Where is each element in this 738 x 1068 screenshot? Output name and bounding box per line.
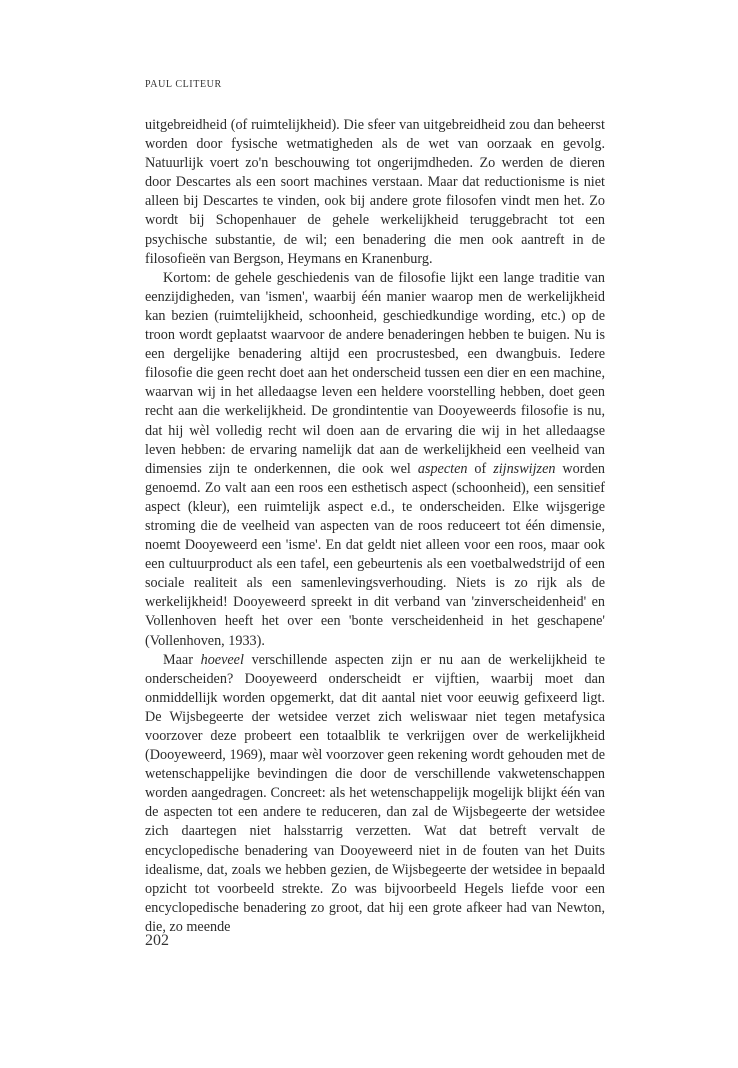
text-run: uitgebreidheid (of ruimtelijkheid). Die sfeer van uitgebreidheid zou dan beheerst worden door fysische wetmatigheden als de wet van oorzaak en gevolg. Natuurlijk voert zo'n beschouwing tot ongerijmdheden. Zo werden de dieren door Descartes als een soort machines verstaan. Maar dat reductionisme is niet alleen bij Descartes te vinden, ook bij andere grote filosofen vindt men het. Zo wordt bij Schopenhauer de gehele werkelijkheid teruggebracht tot een psychische substantie, de wil; een benadering die men ook aantreft in de filosofieën van Bergson, Heymans en Kranenburg.	[145, 117, 605, 267]
text-run: verschillende aspecten zijn er nu aan de werkelijkheid te onderscheiden? Dooyeweerd onderscheidt er vijftien, waarbij moet dan onmiddellijk worden opgemerkt, dat dit aantal niet voor eeuwig gefixeerd ligt. De Wijsbegeerte der wetsidee verzet zich weliswaar niet tegen metafysica voorzover deze probeert een totaalblik te verkrijgen over de werkelijkheid (Dooyeweerd, 1969), maar wèl voorzover geen rekening wordt gehouden met de wetenschappelijke bevindingen die door de verschillende vakwetenschappen worden aangedragen. Concreet: als het wetenschappelijk mogelijk blijkt één van de aspecten tot een andere te reduceren, dan zal de Wijsbegeerte der wetsidee zich daartegen niet halsstarrig verzetten. Wat dat betreft vervalt de encyclopedische benadering van Dooyeweerd niet in de fouten van het Duits idealisme, dat, zoals we hebben gezien, de Wijsbegeerte der wetsidee in bepaald opzicht tot voorbeeld strekte. Zo was bijvoorbeeld Hegels liefde voor een encyclopedische benadering zo groot, dat hij een grote afkeer had van Newton, die, zo meende	[145, 651, 606, 935]
text-run: of	[467, 460, 494, 477]
page-number: 202	[145, 932, 169, 949]
italic-term: hoeveel	[200, 651, 244, 668]
text-run: Kortom: de gehele geschiedenis van de filosofie lijkt een lange traditie van eenzijdigheden, van 'ismen', waarbij één manier waarop men de werkelijkheid kan bezien (ruimtelijkheid, schoonheid, geschiedkundige wording, etc.) op de troon wordt geplaatst waarvoor de andere benaderingen hebben te buigen. Nu is een dergelijke benadering altijd een procrustesbed, een dwangbuis. Iedere filosofie die geen recht doet aan het onderscheid tussen een dier en een machine, waarvan wij in het alledaagse leven een heldere voorstelling hebben, doet geen recht aan die werkelijkheid. De grondintentie van Dooyeweerds filosofie is nu, dat hij wèl volledig recht wil doen aan de ervaring die wij in het alledaagse leven hebben: de ervaring namelijk dat aan de werkelijkheid een veelheid van dimensies zijn te onderkennen, die ook wel	[145, 269, 605, 477]
text-run: Maar	[163, 651, 201, 668]
paragraph-3	[145, 651, 605, 937]
body-text	[145, 116, 605, 937]
paragraph-2	[145, 269, 605, 651]
text-run: worden genoemd. Zo valt aan een roos een esthetisch aspect (schoonheid), een sensitief aspect (kleur), een ruimtelijk aspect e.d., te onderscheiden. Elke wijsgerige stroming die de veelheid van aspecten van de roos reduceert tot één dimensie, noemt Dooyeweerd een 'isme'. En dat geldt niet alleen voor een roos, maar ook een cultuurproduct als een tafel, een gebeurtenis als een voetbalwedstrijd of een sociale realiteit als een samenlevingsverhouding. Niets is zo rijk als de werkelijkheid! Dooyeweerd spreekt in dit verband van 'zinverscheidenheid' en Vollenhoven heeft het over een 'bonte verscheidenheid in het geschapene' (Vollenhoven, 1933).	[145, 460, 605, 649]
running-head: PAUL CLITEUR	[145, 79, 222, 90]
paragraph-1	[145, 116, 605, 269]
italic-term: zijnswijzen	[493, 460, 556, 477]
italic-term: aspecten	[417, 460, 468, 477]
